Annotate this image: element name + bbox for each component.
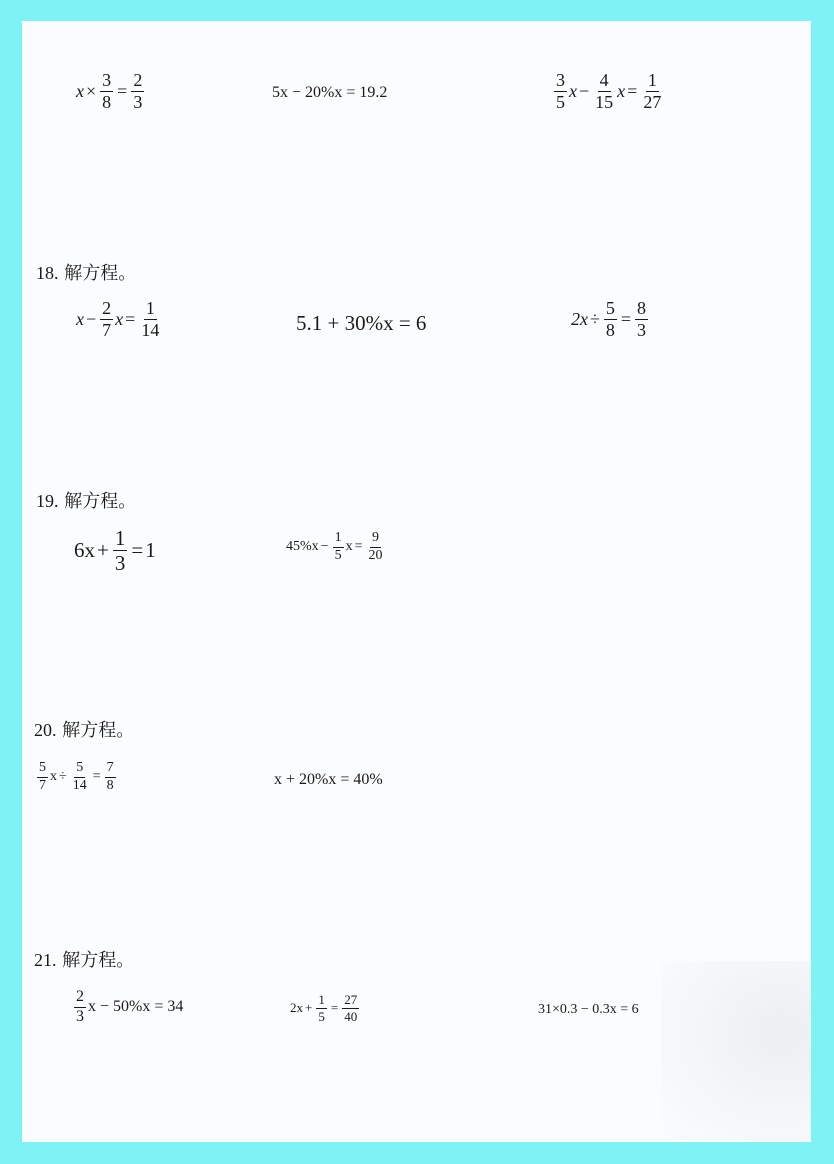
equals-sign: = (125, 308, 136, 329)
problem-instruction: 解方程。 (62, 950, 135, 971)
fraction-3-5 (554, 71, 567, 112)
fraction-1-27 (641, 71, 663, 112)
equation-text: 31×0.3 − 0.3x = 6 (538, 1002, 639, 1017)
numerator: 1 (114, 526, 126, 550)
var-x: x (345, 539, 353, 555)
problem-20-heading (34, 716, 134, 742)
denominator: 8 (106, 777, 114, 793)
denominator: 27 (643, 91, 662, 112)
equals-sign: = (627, 80, 638, 101)
numerator: 9 (370, 531, 381, 548)
fraction-1-14 (139, 299, 161, 340)
fraction-27-40 (342, 993, 359, 1023)
problem-instruction: 解方程。 (64, 491, 137, 512)
numerator: 3 (556, 70, 565, 90)
equation-20a (35, 761, 118, 793)
equation-text: 5x − 20%x = 19.2 (272, 84, 388, 101)
var-x: x (50, 769, 57, 785)
problem-21-heading (34, 946, 134, 972)
fraction-3-8 (100, 71, 113, 112)
equation-21c (538, 1002, 639, 1018)
fraction-1-5 (333, 531, 344, 563)
fraction-1-5 (316, 993, 327, 1023)
fraction-5-8 (604, 299, 617, 340)
equation-lead: 6x (74, 538, 95, 563)
numerator: 4 (599, 70, 609, 90)
numerator: 27 (344, 992, 358, 1007)
numerator: 8 (637, 298, 647, 318)
equation-21a (72, 989, 183, 1026)
denominator: 3 (133, 91, 143, 112)
problem-number: 19. (36, 491, 59, 511)
equation-text: x + 20%x = 40% (274, 771, 383, 788)
problem-19-heading (36, 487, 136, 513)
faded-watermark (661, 961, 811, 1141)
equation-21b (290, 993, 361, 1023)
denominator: 5 (334, 547, 342, 563)
denominator: 7 (39, 777, 46, 793)
fraction-2-3 (74, 989, 86, 1026)
numerator: 5 (605, 298, 615, 318)
numerator: 2 (133, 70, 143, 90)
equation-lead: 2x (571, 308, 588, 329)
fraction-2-7 (100, 299, 113, 340)
denominator: 5 (556, 91, 565, 112)
var-x: x (569, 80, 577, 101)
denominator: 3 (76, 1007, 84, 1025)
numerator: 2 (74, 989, 86, 1008)
equation-17a (76, 71, 146, 112)
divide-sign: ÷ (590, 308, 600, 329)
problem-number: 21. (34, 950, 57, 970)
denominator: 14 (141, 319, 160, 340)
problem-18-heading (36, 259, 136, 285)
equation-17b (272, 84, 387, 102)
denominator: 7 (102, 319, 112, 340)
numerator: 1 (333, 531, 344, 548)
denominator: 8 (102, 91, 112, 112)
equation-tail: x − 50%x = 34 (88, 998, 184, 1016)
equation-19b (286, 531, 386, 563)
denominator: 5 (318, 1008, 325, 1024)
numerator: 7 (105, 761, 116, 778)
numerator: 5 (37, 761, 48, 778)
equals-sign: = (620, 308, 632, 329)
numerator: 5 (74, 761, 85, 778)
denominator: 3 (114, 551, 126, 576)
problem-number: 18. (36, 263, 59, 283)
var-x: x (76, 80, 84, 101)
numerator: 1 (318, 992, 325, 1007)
equation-rhs: 1 (145, 538, 156, 563)
denominator: 15 (595, 91, 614, 112)
equation-18c (571, 299, 650, 340)
plus-sign: + (97, 538, 109, 563)
minus-sign: − (579, 80, 590, 101)
fraction-5-14 (71, 761, 89, 793)
equation-19a (74, 527, 156, 574)
var-x: x (617, 80, 626, 101)
problem-number: 20. (34, 720, 57, 740)
equation-18a (76, 299, 163, 340)
fraction-9-20 (366, 531, 384, 563)
divide-sign: ÷ (59, 769, 67, 785)
problem-instruction: 解方程。 (64, 263, 137, 284)
equation-18b (296, 311, 426, 336)
equals-sign: = (354, 539, 363, 555)
equals-sign: = (131, 538, 144, 563)
var-x: x (76, 308, 84, 329)
fraction-8-3 (635, 299, 648, 340)
denominator: 14 (72, 777, 87, 793)
equation-20b (274, 771, 383, 789)
denominator: 40 (344, 1008, 358, 1024)
equals-sign: = (92, 769, 101, 785)
equals-sign: = (330, 1000, 339, 1016)
plus-sign: + (305, 1000, 313, 1016)
denominator: 3 (637, 319, 647, 340)
equation-text: 5.1 + 30%x = 6 (296, 311, 427, 335)
fraction-4-15 (593, 71, 615, 112)
equals-sign: = (117, 80, 128, 101)
worksheet-page (22, 21, 811, 1142)
minus-sign: − (320, 539, 329, 555)
denominator: 8 (605, 319, 615, 340)
equation-lead: 45%x (286, 539, 319, 555)
var-x: x (115, 308, 124, 329)
times-sign: × (86, 80, 97, 101)
minus-sign: − (86, 308, 97, 329)
denominator: 20 (368, 547, 383, 563)
numerator: 1 (647, 70, 657, 90)
numerator: 2 (102, 298, 112, 318)
problem-instruction: 解方程。 (62, 720, 135, 741)
equation-17c (552, 71, 665, 112)
numerator: 3 (102, 70, 112, 90)
fraction-7-8 (105, 761, 116, 793)
numerator: 1 (145, 298, 155, 318)
fraction-2-3 (131, 71, 144, 112)
equation-lead: 2x (290, 1000, 303, 1016)
fraction-5-7 (37, 761, 48, 793)
fraction-1-3 (113, 527, 128, 574)
